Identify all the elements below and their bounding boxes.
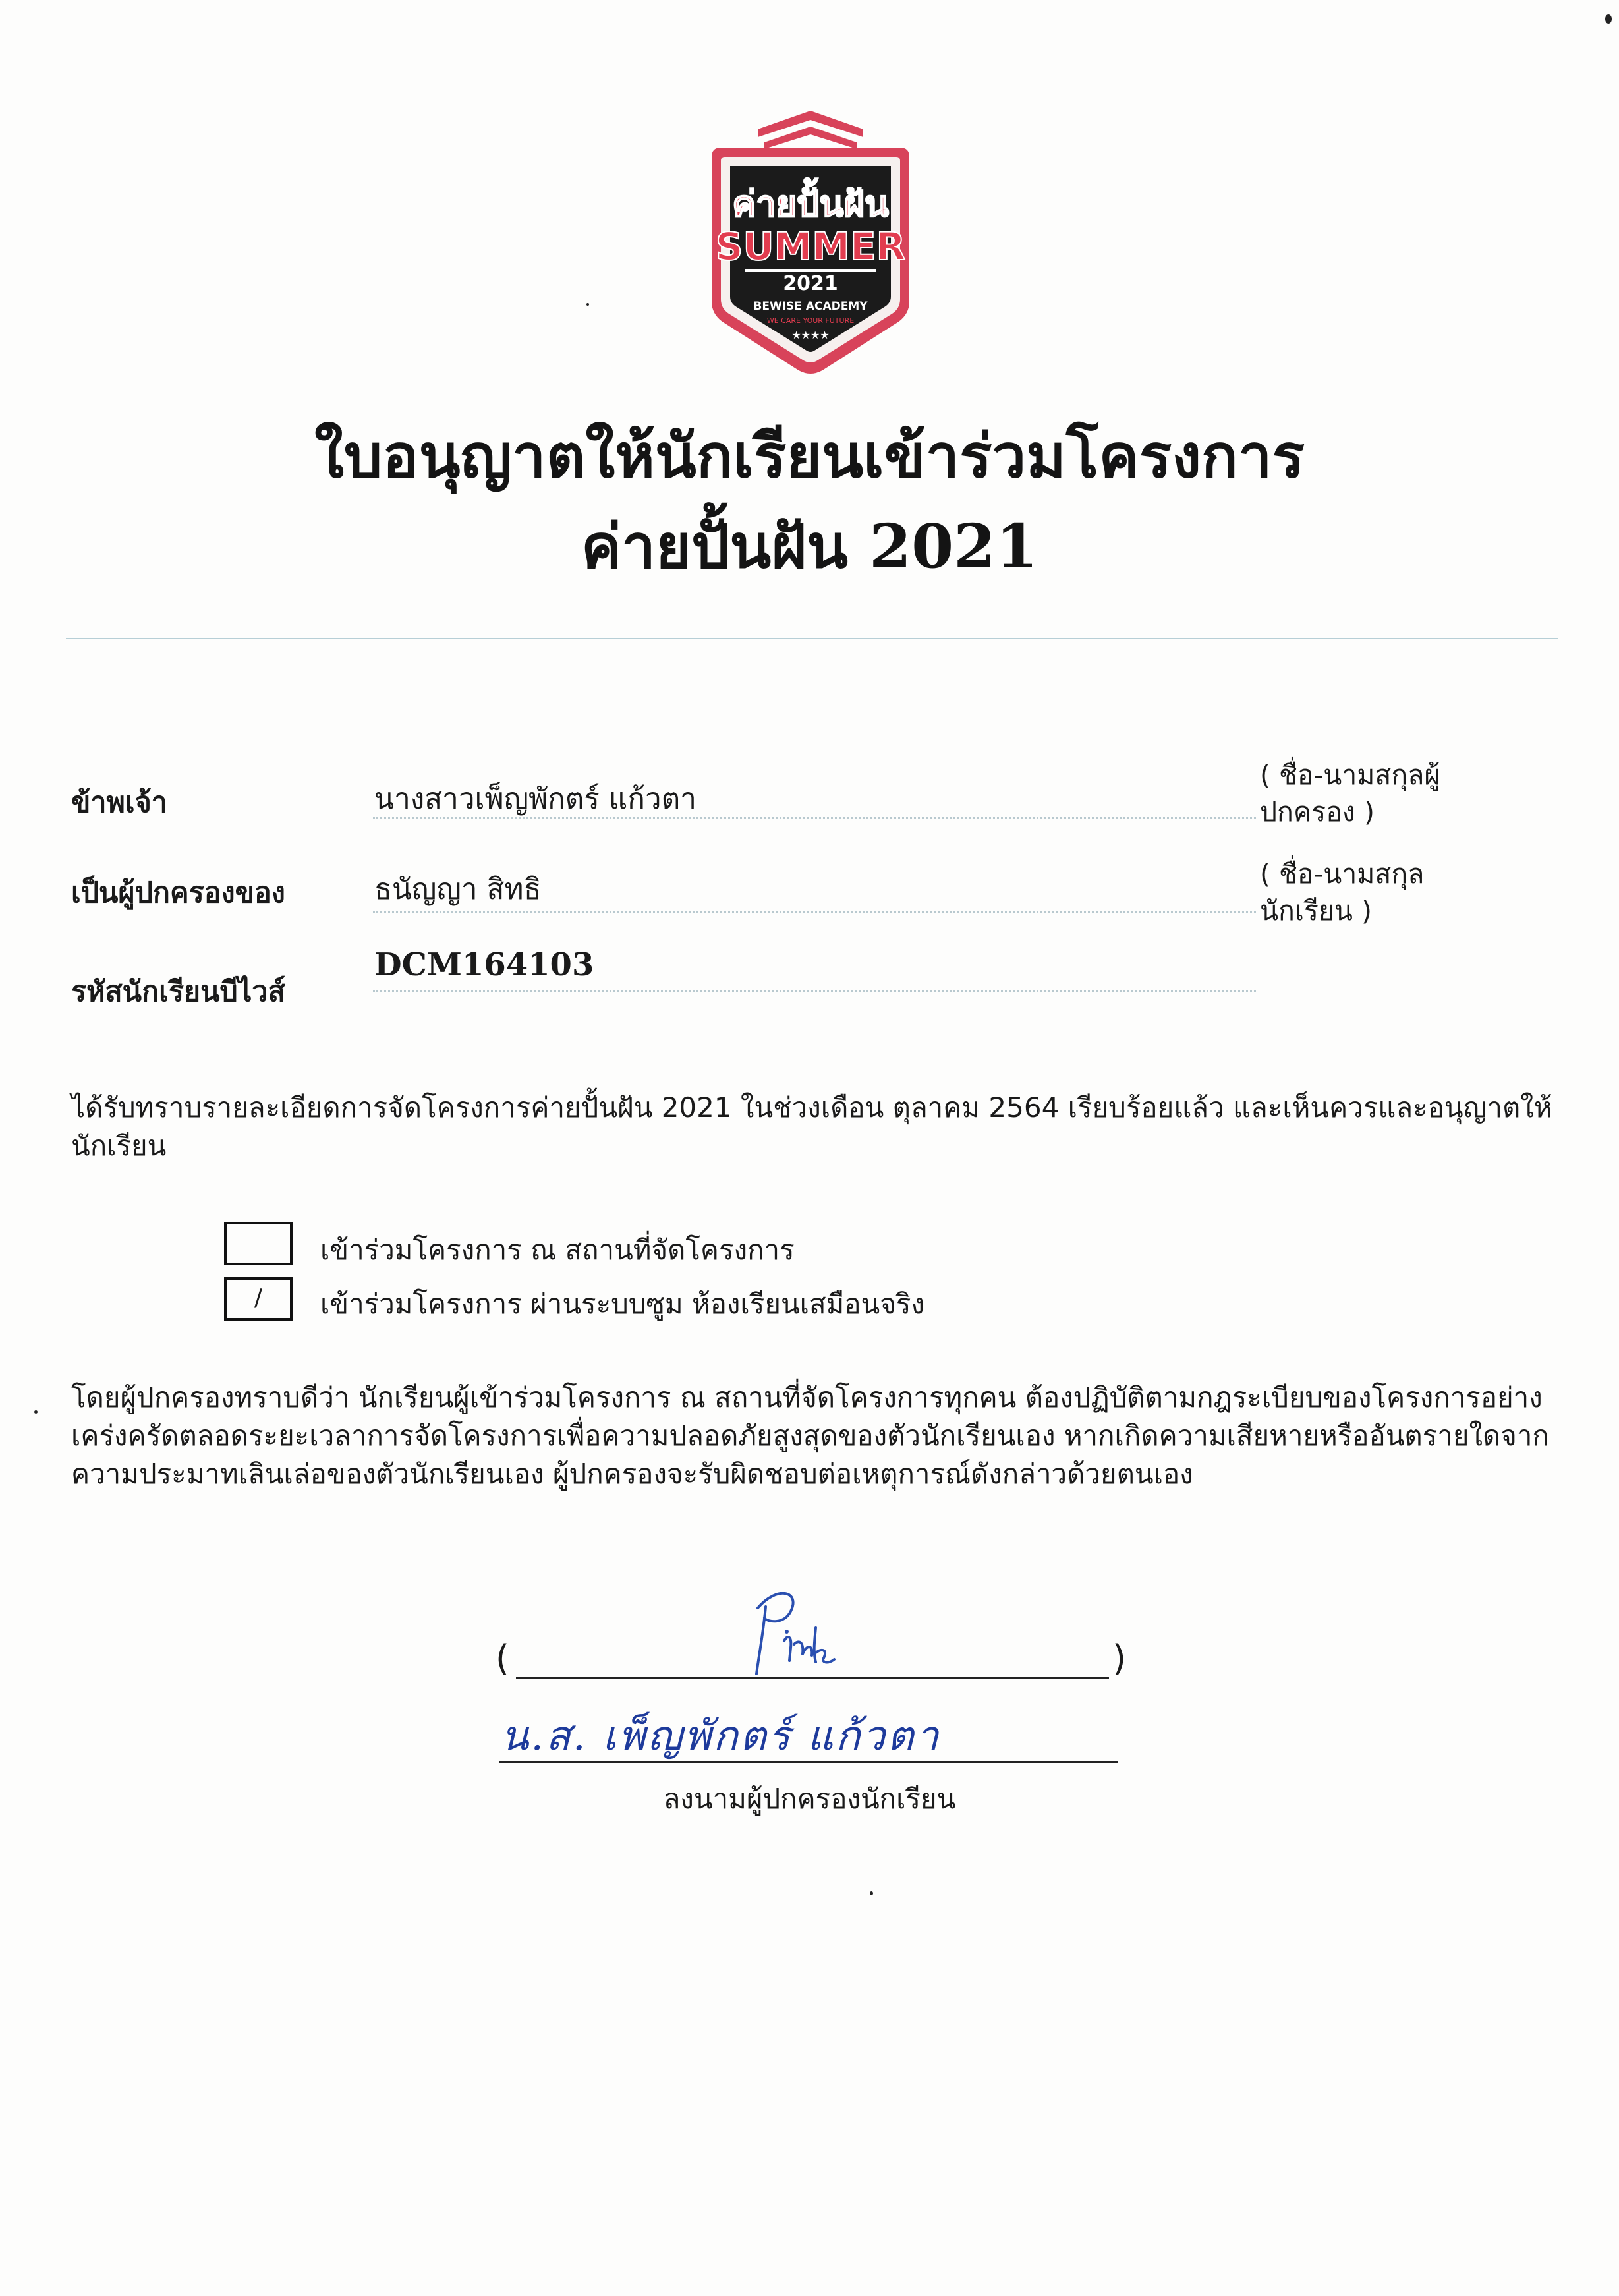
handwritten-signature <box>738 1582 857 1687</box>
guardian-label: ข้าพเจ้า <box>71 786 167 819</box>
onsite-checkbox[interactable] <box>224 1222 293 1265</box>
guardian-printed-name: น.ส. เพ็ญพักตร์ แก้วตา <box>501 1711 941 1760</box>
student-dotted-line <box>373 911 1256 913</box>
student-note-line2: นักเรียน ) <box>1260 895 1372 927</box>
responsibility-paragraph: โดยผู้ปกครองทราบดีว่า นักเรียนผู้เข้าร่วมโครงการ ณ สถานที่จัดโครงการทุกคน ต้องปฏิบัติตามกฎระเบียบของโครงการอย่างเคร่งครัดตลอดระยะเวลาการจัดโครงการเพื่อความปลอดภัยสูงสุดของตัวนักเรียนเอง หากเกิดความเสียหายหรืออันตรายใดจากความประมาทเลินเล่อของตัวนักเรียนเอง ผู้ปกครองจะรับผิดชอบต่อเหตุการณ์ดังกล่าวด้วยตนเอง <box>71 1381 1549 1490</box>
student-note <box>1260 855 1537 929</box>
logo-summer-text: SUMMER <box>715 224 906 269</box>
signature-paren-right: ) <box>1112 1638 1127 1679</box>
document-title: ใบอนุญาตให้นักเรียนเข้าร่วมโครงการ <box>314 420 1305 492</box>
scan-speck <box>34 1410 38 1414</box>
logo-org-text: BEWISE ACADEMY <box>753 300 868 313</box>
student-name-field[interactable]: ธนัญญา สิทธิ <box>374 873 542 906</box>
guardian-name-field[interactable]: นางสาวเพ็ญพักตร์ แก้วตา <box>374 782 696 816</box>
acknowledgement-paragraph: ได้รับทราบรายละเอียดการจัดโครงการค่ายปั้นฝัน 2021 ในช่วงเดือน ตุลาคม 2564 เรียบร้อยแล้ว และเห็นควรและอนุญาตให้นักเรียน <box>71 1091 1552 1162</box>
logo-tagline-text: WE CARE YOUR FUTURE <box>766 316 855 325</box>
scan-speck <box>1605 14 1612 24</box>
logo-year-text: 2021 <box>783 272 838 295</box>
guardian-note-line2: ปกครอง ) <box>1260 796 1375 828</box>
student-code-field[interactable]: DCM164103 <box>374 946 594 983</box>
logo-stars: ★★★★ <box>791 329 830 341</box>
online-option-label: เข้าร่วมโครงการ ผ่านระบบซูม ห้องเรียนเสมือนจริง <box>320 1288 924 1320</box>
guardian-note-line1: ( ชื่อ-นามสกุลผู้ <box>1260 759 1440 791</box>
student-note-line1: ( ชื่อ-นามสกุล <box>1260 858 1425 890</box>
scan-speck <box>870 1891 873 1895</box>
guardian-dotted-line <box>373 817 1256 819</box>
student-code-dotted-line <box>373 990 1256 992</box>
document-subtitle: ค่ายปั้นฝัน 2021 <box>581 511 1038 582</box>
signature-paren-left: ( <box>496 1638 510 1679</box>
guardian-note <box>1260 757 1537 830</box>
student-code-label: รหัสนักเรียนบีไวส์ <box>71 975 285 1008</box>
camp-logo <box>698 104 923 381</box>
header-divider <box>66 638 1558 639</box>
student-label: เป็นผู้ปกครองของ <box>71 876 285 909</box>
logo-thai-text: ค่ายปั้นฝัน <box>732 183 889 225</box>
online-checkbox[interactable]: / <box>224 1277 293 1321</box>
scan-speck <box>586 303 589 306</box>
printed-name-line <box>499 1761 1118 1763</box>
onsite-option-label: เข้าร่วมโครงการ ณ สถานที่จัดโครงการ <box>320 1234 795 1266</box>
signature-caption: ลงนามผู้ปกครองนักเรียน <box>663 1783 956 1815</box>
